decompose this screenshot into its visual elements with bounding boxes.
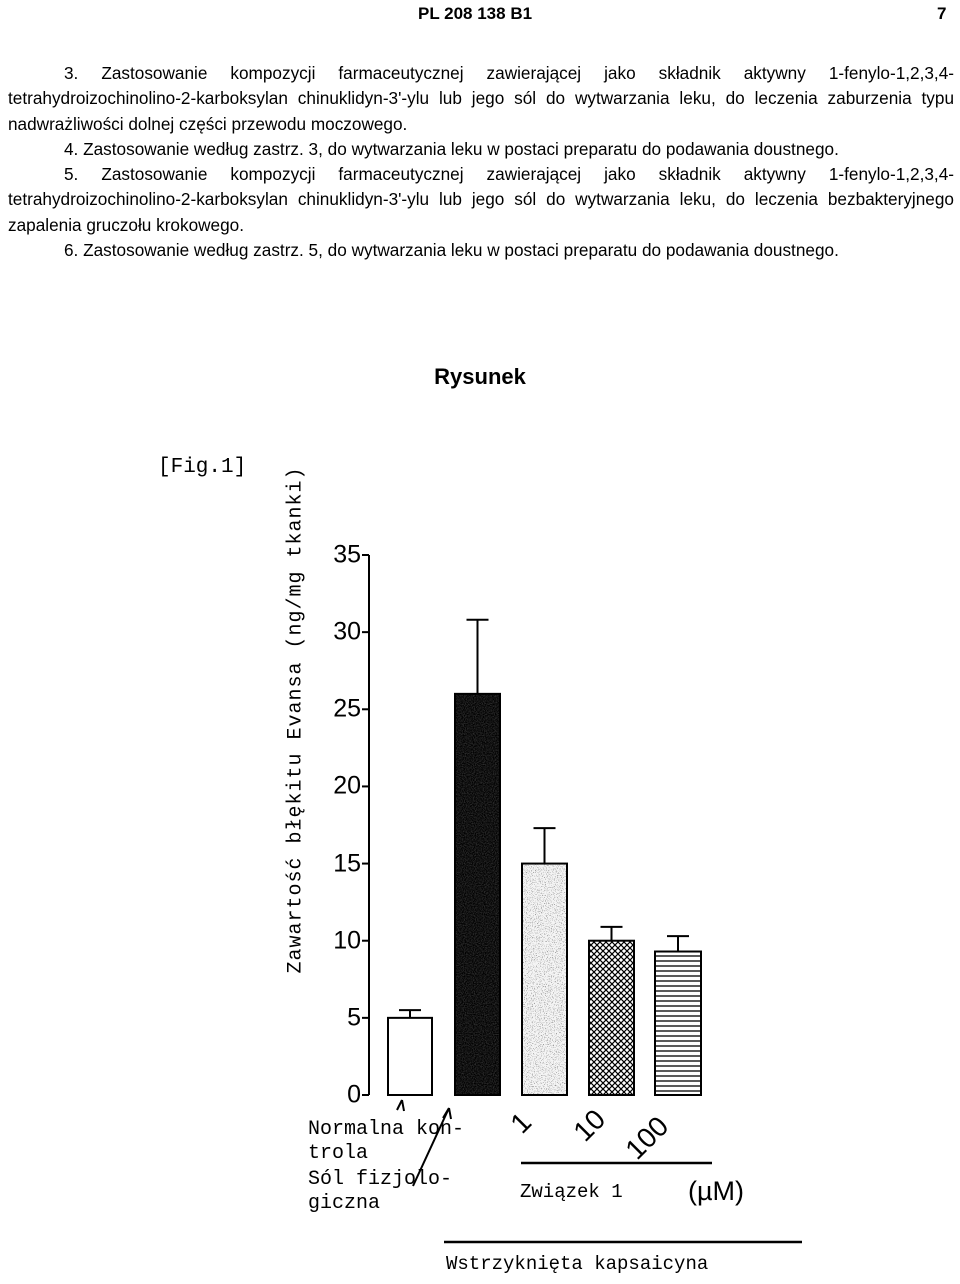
figure-title: Rysunek xyxy=(434,364,526,389)
bar-texture xyxy=(522,864,567,1095)
y-tick-label: 35 xyxy=(333,540,361,569)
bar-group-3 xyxy=(589,927,634,1095)
y-tick-label: 5 xyxy=(347,1003,361,1032)
category-label-normal-control: Normalna kon- trola xyxy=(308,1118,465,1165)
claim-5: 5. Zastosowanie kompozycji farmaceutycznej zawierającej jako składnik aktywny 1-fenylo-1,2,3,4-tetrahydroizochinolino-2-karboksylan chinuklidyn-3'-ylu lub jego sól do wytwarzania leku, do leczenia bezbakteryjnego zapalenia gruczołu krokowego. xyxy=(8,164,954,235)
bar-group-2 xyxy=(522,828,567,1095)
normal-control-pointer-icon xyxy=(397,1100,404,1111)
figure-label: [Fig.1] xyxy=(158,456,247,479)
category-label-dose-1: 1 xyxy=(504,1106,538,1140)
y-tick-label: 30 xyxy=(333,617,361,646)
category-label-dose-100: 100 xyxy=(619,1110,675,1166)
y-tick-label: 20 xyxy=(333,771,361,800)
page-number: 7 xyxy=(937,4,947,23)
figure-caption: Wstrzyknięta kapsaicyna xyxy=(446,1253,709,1275)
bar-group-0 xyxy=(388,1010,432,1095)
claim-4: 4. Zastosowanie według zastrz. 3, do wytwarzania leku w postaci preparatu do podawania doustnego. xyxy=(64,138,839,159)
y-tick-label: 25 xyxy=(333,694,361,723)
claim-3: 3. Zastosowanie kompozycji farmaceutycznej zawierającej jako składnik aktywny 1-fenylo-1,2,3,4-tetrahydroizochinolino-2-karboksylan chinuklidyn-3'-ylu lub jego sól do wytwarzania leku, do leczenia zaburzenia typu nadwrażliwości dolnej części przewodu moczowego. xyxy=(8,63,954,134)
y-axis-label: Zawartość błękitu Evansa (ng/mg tkanki) xyxy=(284,466,308,974)
claim-6: 6. Zastosowanie według zastrz. 5, do wytwarzania leku w postaci preparatu do podawania doustnego. xyxy=(64,240,839,261)
bar-fill xyxy=(655,952,701,1095)
category-label-dose-10: 10 xyxy=(567,1103,612,1148)
patent-id: PL 208 138 B1 xyxy=(418,4,533,23)
category-label-saline: Sól fizjolo- giczna xyxy=(308,1168,453,1215)
bar-group-4 xyxy=(655,936,701,1095)
bar-fill xyxy=(589,941,634,1095)
y-tick-label: 10 xyxy=(333,926,361,955)
compound-group-label: Związek 1 xyxy=(520,1181,623,1203)
y-tick-label: 0 xyxy=(347,1080,361,1109)
y-tick-label: 15 xyxy=(333,849,361,878)
bar-fill xyxy=(388,1018,432,1095)
bar-group-1 xyxy=(455,620,500,1095)
bar-texture xyxy=(455,694,500,1095)
concentration-unit: (µM) xyxy=(688,1176,745,1206)
